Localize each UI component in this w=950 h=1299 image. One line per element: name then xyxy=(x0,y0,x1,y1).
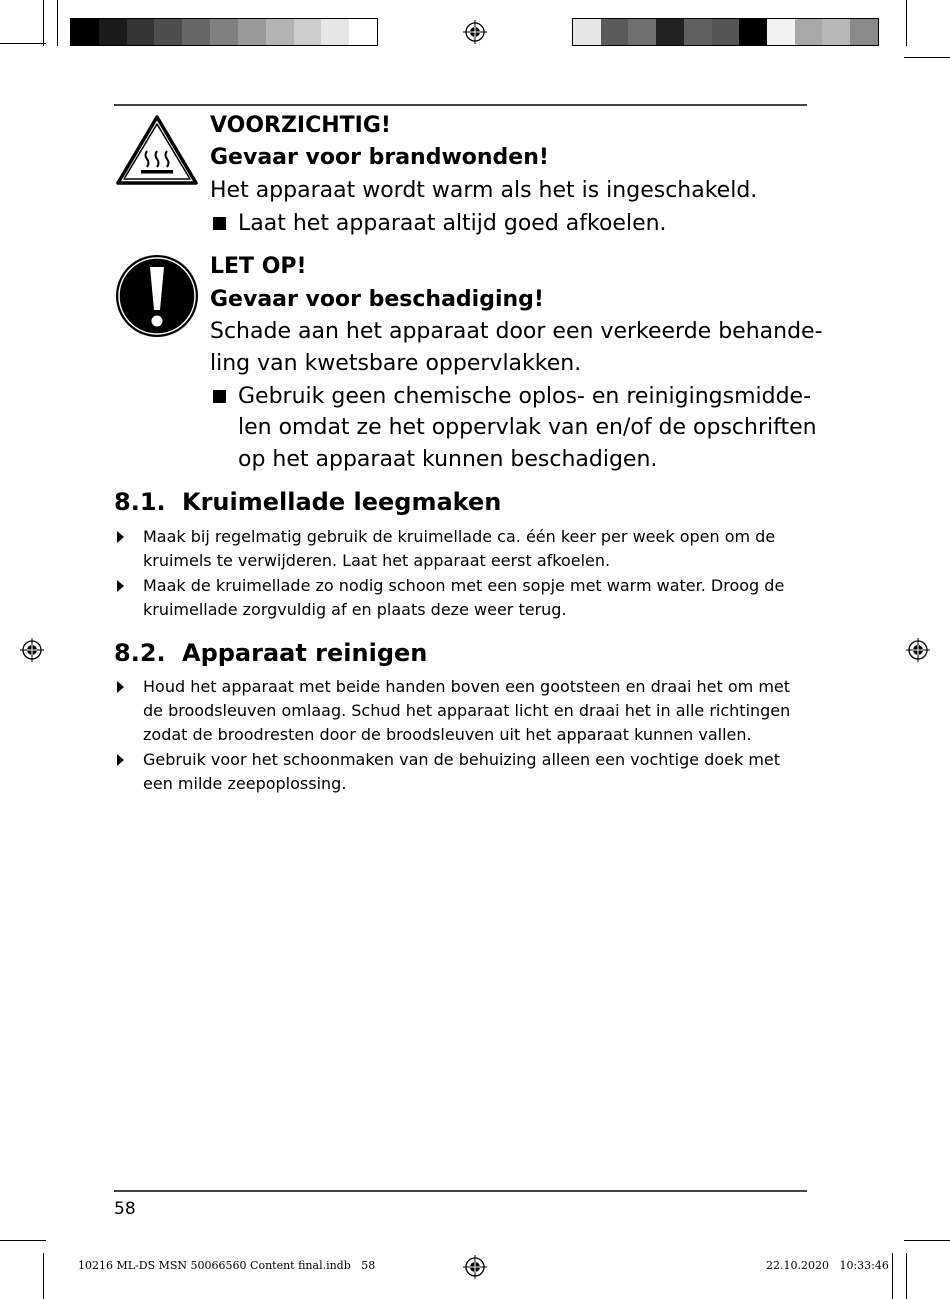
list-item-line: zodat de broodresten door de broodsleuven uit het apparaat kunnen vallen. xyxy=(143,725,752,744)
color-swatch xyxy=(238,19,266,45)
color-swatch xyxy=(684,19,712,45)
crop-mark xyxy=(906,0,907,46)
color-swatch xyxy=(656,19,684,45)
triangle-bullet-icon xyxy=(117,531,124,543)
registration-mark-icon xyxy=(20,638,44,662)
notice-bullet-line: len omdat ze het oppervlak van en/of de opschriften xyxy=(238,415,817,440)
square-bullet xyxy=(213,390,226,403)
triangle-bullet-icon xyxy=(117,754,124,766)
crop-mark xyxy=(906,1253,907,1299)
hot-surface-warning-icon xyxy=(114,113,200,187)
notice-text-line: ling van kwetsbare oppervlakken. xyxy=(210,351,582,376)
section-number: 8.2. xyxy=(114,639,166,667)
section-heading xyxy=(114,638,427,668)
caution-bullet: Laat het apparaat altijd goed afkoelen. xyxy=(238,211,667,236)
top-rule xyxy=(114,104,807,106)
color-swatch xyxy=(850,19,878,45)
triangle-bullet-icon xyxy=(117,681,124,693)
color-swatch xyxy=(601,19,629,45)
section-title: Apparaat reinigen xyxy=(182,639,428,667)
exclamation-notice-icon xyxy=(114,253,200,339)
notice-title: LET OP! xyxy=(210,254,307,279)
caution-subtitle: Gevaar voor brandwonden! xyxy=(210,145,549,170)
list-item-line: Maak de kruimellade zo nodig schoon met een sopje met warm water. Droog de xyxy=(143,576,785,595)
color-swatch xyxy=(210,19,238,45)
triangle-bullet-icon xyxy=(117,580,124,592)
print-date-info: 22.10.2020 10:33:46 xyxy=(766,1259,889,1272)
notice-text-line: Schade aan het apparaat door een verkeerde behande- xyxy=(210,319,823,344)
notice-bullet-line: Gebruik geen chemische oplos- en reinigingsmidde- xyxy=(238,384,812,409)
section-number: 8.1. xyxy=(114,488,166,516)
color-swatch xyxy=(767,19,795,45)
color-swatch xyxy=(127,19,155,45)
crop-mark xyxy=(904,1240,950,1241)
color-swatch xyxy=(628,19,656,45)
crop-mark xyxy=(0,1240,46,1241)
crop-mark xyxy=(892,1253,893,1299)
section-heading xyxy=(114,487,501,517)
color-swatch xyxy=(822,19,850,45)
notice-subtitle: Gevaar voor beschadiging! xyxy=(210,287,544,312)
square-bullet xyxy=(213,217,226,230)
print-color-bar-right xyxy=(572,18,879,46)
list-item-line: Gebruik voor het schoonmaken van de behuizing alleen een vochtige doek met xyxy=(143,750,781,769)
color-swatch xyxy=(573,19,601,45)
registration-mark-icon xyxy=(463,1255,487,1279)
section-title: Kruimellade leegmaken xyxy=(182,488,502,516)
caution-text: Het apparaat wordt warm als het is ingeschakeld. xyxy=(210,178,758,203)
list-item-line: kruimels te verwijderen. Laat het apparaat eerst afkoelen. xyxy=(143,551,611,570)
list-item-line: een milde zeepoplossing. xyxy=(143,774,347,793)
color-swatch xyxy=(712,19,740,45)
color-swatch xyxy=(739,19,767,45)
color-swatch xyxy=(349,19,377,45)
bottom-rule xyxy=(114,1190,807,1192)
color-swatch xyxy=(795,19,823,45)
registration-mark-icon xyxy=(463,20,487,44)
crop-mark xyxy=(57,0,58,46)
list-item-line: de broodsleuven omlaag. Schud het apparaat licht en draai het in alle richtingen xyxy=(143,701,791,720)
color-swatch xyxy=(154,19,182,45)
print-color-bar-left xyxy=(70,18,378,46)
caution-title: VOORZICHTIG! xyxy=(210,113,391,138)
color-swatch xyxy=(321,19,349,45)
registration-mark-icon xyxy=(906,638,930,662)
color-swatch xyxy=(182,19,210,45)
color-swatch xyxy=(99,19,127,45)
notice-bullet-line: op het apparaat kunnen beschadigen. xyxy=(238,447,658,472)
page-number: 58 xyxy=(114,1199,136,1219)
crop-mark xyxy=(0,43,46,44)
list-item-line: Maak bij regelmatig gebruik de kruimellade ca. één keer per week open om de xyxy=(143,527,776,546)
list-item-line: Houd het apparaat met beide handen boven een gootsteen en draai het om met xyxy=(143,677,791,696)
crop-mark xyxy=(904,57,950,58)
print-file-info: 10216 ML-DS MSN 50066560 Content final.indb 58 xyxy=(78,1259,376,1272)
color-swatch xyxy=(266,19,294,45)
crop-mark xyxy=(43,0,44,46)
color-swatch xyxy=(71,19,99,45)
color-swatch xyxy=(294,19,322,45)
crop-mark xyxy=(43,1253,44,1299)
list-item-line: kruimellade zorgvuldig af en plaats deze weer terug. xyxy=(143,600,567,619)
